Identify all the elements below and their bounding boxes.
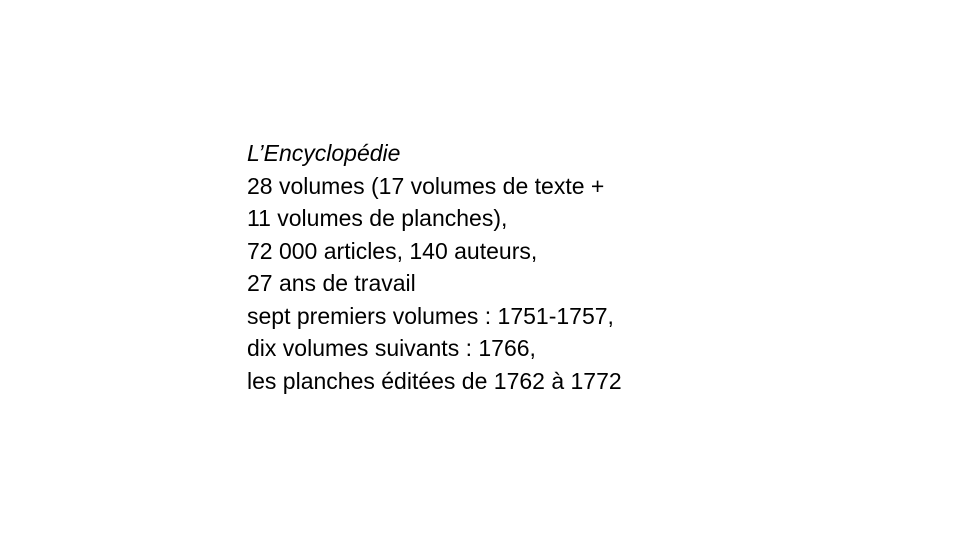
text-line-articles: 72 000 articles, 140 auteurs,	[247, 237, 538, 264]
text-line-volumes: 28 volumes (17 volumes de texte +	[247, 172, 605, 199]
slide-title: L’Encyclopédie	[247, 140, 401, 166]
text-line-next-volumes: dix volumes suivants : 1766,	[247, 335, 536, 361]
text-line-duration: 27 ans de travail	[247, 270, 416, 296]
text-line-first-volumes: sept premiers volumes : 1751-1757,	[247, 302, 614, 329]
text-line-plates: les planches éditées de 1762 à 1772	[247, 367, 622, 394]
text-block	[247, 137, 867, 397]
text-line-planches: 11 volumes de planches),	[247, 205, 508, 231]
